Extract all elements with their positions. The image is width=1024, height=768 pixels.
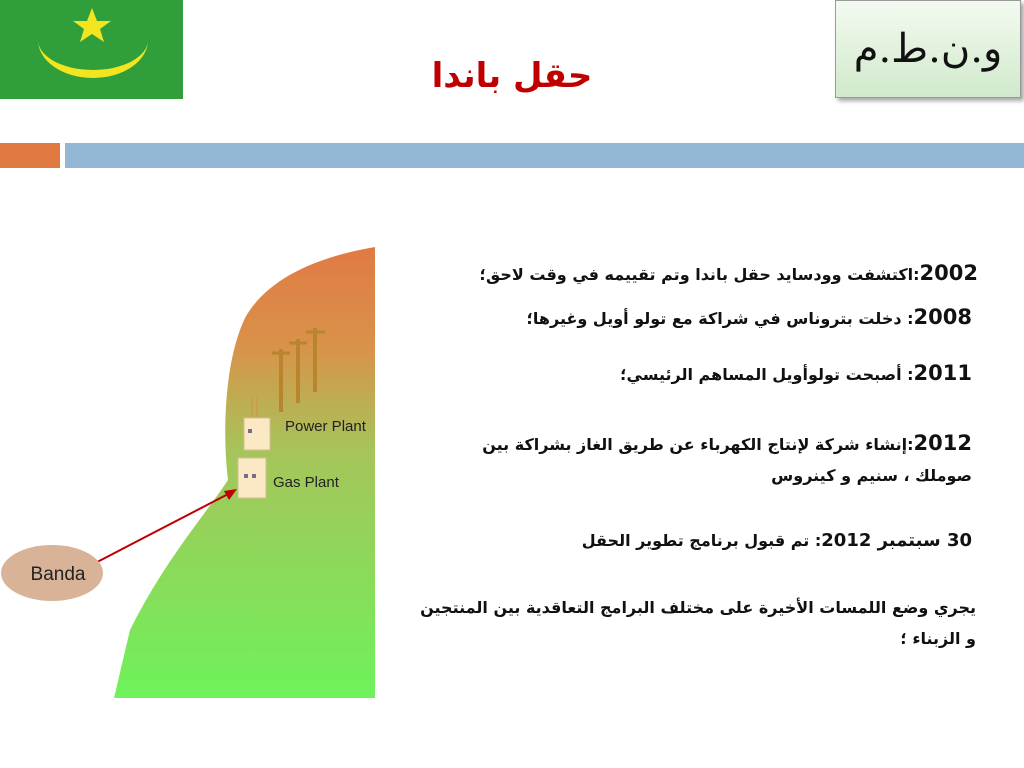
timeline-year: 30 سبتمبر 2012 — [821, 530, 972, 551]
power-plant-label: Power Plant — [285, 418, 366, 435]
timeline-year: 2012 — [913, 431, 972, 455]
gas-plant-label: Gas Plant — [273, 474, 339, 491]
timeline-year: 2002 — [919, 261, 978, 285]
timeline-item-2002 — [420, 258, 978, 290]
field-diagram — [0, 240, 420, 710]
field-diagram-svg — [0, 240, 420, 710]
timeline-item-2011 — [420, 358, 972, 390]
timeline-item-2008 — [420, 302, 972, 334]
flag-emblem-icon — [0, 0, 183, 99]
accent-bar-blue — [65, 143, 1024, 168]
timeline-text: :إنشاء شركة لإنتاج الكهرباء عن طريق الغاز بشراكة بين صوملك ، سنيم و كينروس — [482, 435, 972, 485]
timeline-text: :اكتشفت وودسايد حقل باندا وتم تقييمه في وقت لاحق؛ — [479, 265, 920, 284]
logo-badge: و.ن.ط.م — [835, 0, 1021, 98]
timeline-item-sept-2012 — [420, 525, 972, 556]
footer-note: يجري وضع اللمسات الأخيرة على مختلف البرامج التعاقدية بين المنتجين و الزبناء ؛ — [420, 598, 976, 648]
gas-plant-icon — [238, 458, 266, 498]
accent-bar-orange — [0, 143, 60, 168]
timeline-text: : دخلت بتروناس في شراكة مع تولو أويل وغيرها؛ — [526, 309, 914, 328]
page-title: حقل باندا — [431, 56, 593, 96]
banda-label: Banda — [30, 564, 86, 585]
timeline-year: 2011 — [913, 361, 972, 385]
timeline-text: : تم قبول برنامج تطوير الحقل — [581, 531, 822, 550]
mauritania-flag — [0, 0, 183, 99]
timeline-text: : أصبحت تولوأويل المساهم الرئيسي؛ — [620, 365, 914, 384]
timeline-year: 2008 — [913, 305, 972, 329]
timeline-item-2012 — [420, 428, 972, 491]
